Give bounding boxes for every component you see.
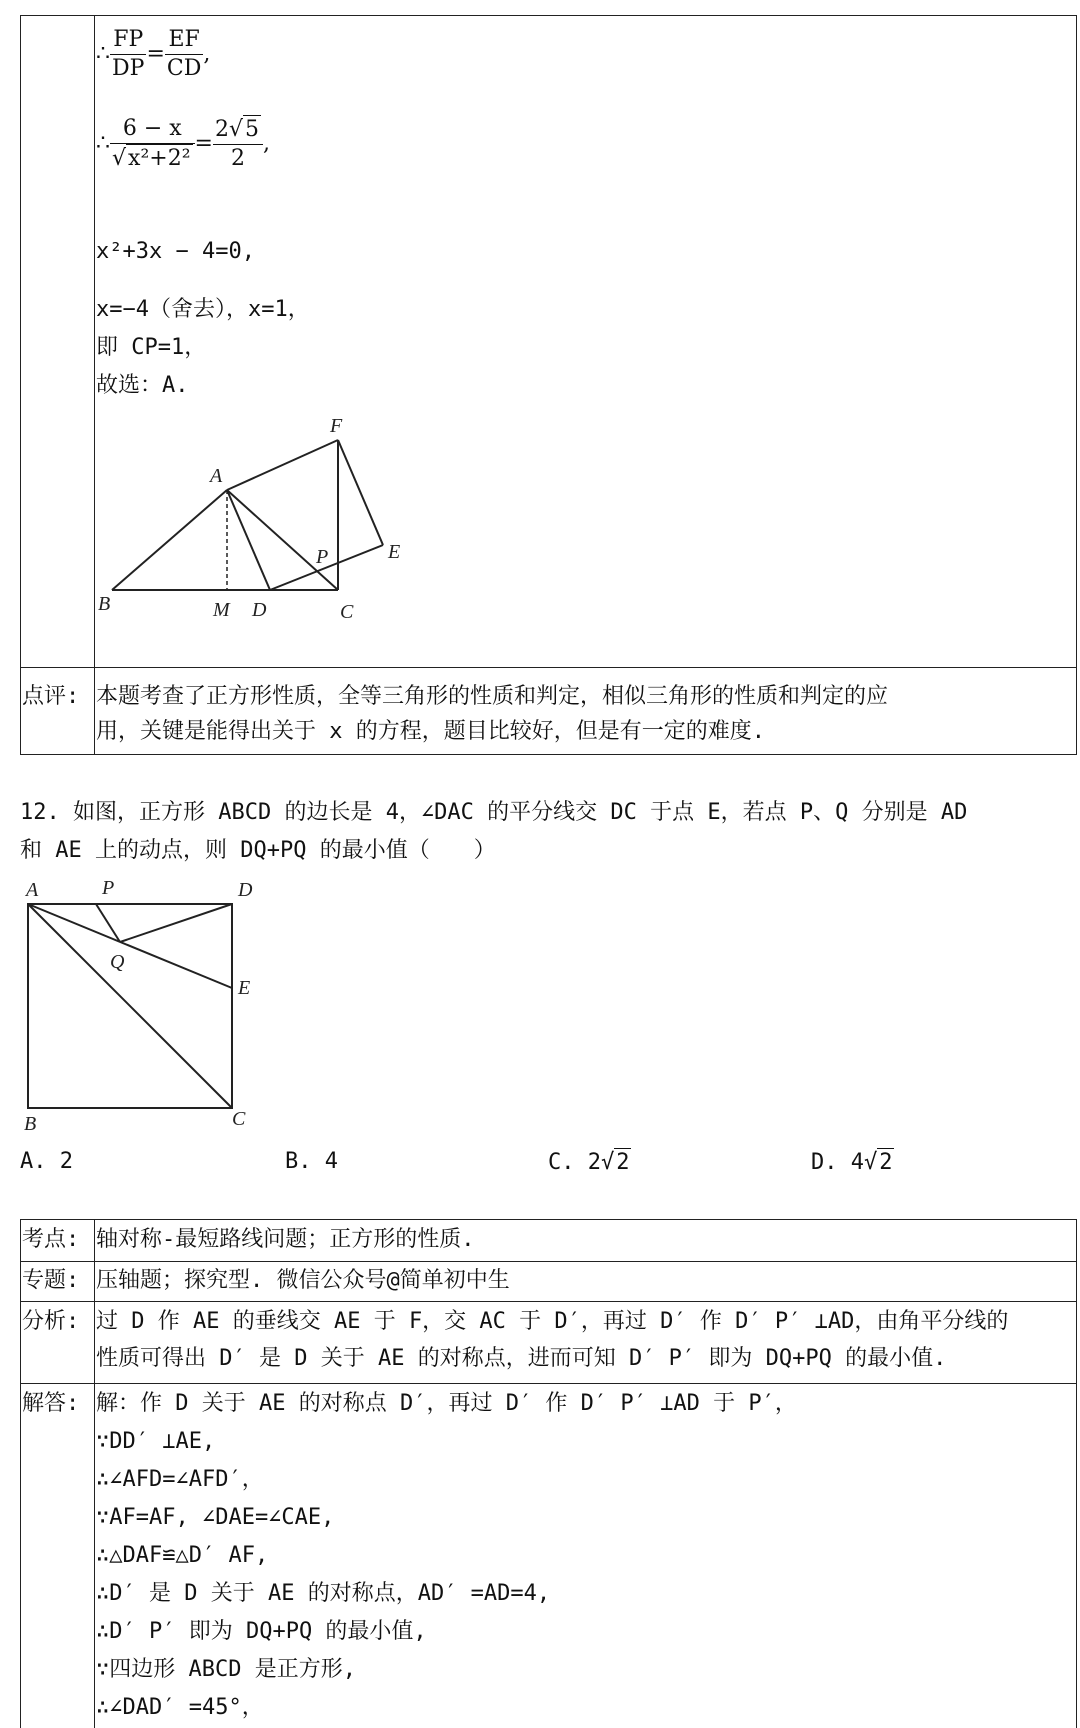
solution-line-3: x²+3x − 4=0, — [96, 239, 255, 264]
jieda-line-8: ∵四边形 ABCD 是正方形, — [96, 1657, 356, 1682]
kaodian-text: 轴对称-最短路线问题；正方形的性质. — [96, 1227, 475, 1252]
figure-square-abcd — [10, 872, 270, 1134]
jieda-line-4: ∵AF=AF, ∠DAE=∠CAE, — [96, 1505, 335, 1530]
fenxi-label: 分析: — [22, 1309, 80, 1334]
option-c: C. 2√2 — [548, 1150, 630, 1175]
fig2-label-c: C — [232, 1108, 246, 1130]
fig2-label-e: E — [238, 977, 251, 999]
review-label: 点评: — [22, 684, 80, 709]
jieda-line-3: ∴∠AFD=∠AFD′， — [96, 1467, 264, 1492]
option-d: D. 4√2 — [811, 1150, 893, 1175]
option-a: A. 2 — [20, 1149, 73, 1174]
fig1-label-d: D — [252, 599, 267, 621]
review-text-line1: 本题考查了正方形性质，全等三角形的性质和判定，相似三角形的性质和判定的应 — [96, 684, 889, 709]
fig1-label-e: E — [388, 541, 401, 563]
fig1-label-m: M — [213, 599, 230, 621]
solution-line-6: 故选：A. — [96, 373, 189, 398]
fig2-label-b: B — [24, 1113, 37, 1134]
figure-square-triangle — [90, 410, 420, 625]
fig1-label-c: C — [340, 601, 354, 623]
solution-line-5: 即 CP=1， — [96, 335, 207, 360]
jieda-line-6: ∴D′ 是 D 关于 AE 的对称点，AD′ =AD=4, — [96, 1581, 551, 1606]
zhuanti-text: 压轴题；探究型. 微信公众号@简单初中生 — [96, 1268, 510, 1293]
fig1-label-f: F — [330, 415, 343, 437]
fig1-label-b: B — [98, 593, 111, 615]
question12-line2: 和 AE 上的动点，则 DQ+PQ 的最小值（ ） — [20, 838, 496, 863]
jieda-line-5: ∴△DAF≌△D′ AF, — [96, 1543, 269, 1568]
jieda-line-9: ∴∠DAD′ =45°， — [96, 1695, 264, 1720]
review-text-line2: 用，关键是能得出关于 x 的方程，题目比较好，但是有一定的难度. — [96, 719, 765, 744]
question12-line1: 12. 如图，正方形 ABCD 的边长是 4，∠DAC 的平分线交 DC 于点 E，若点 P、Q 分别是 AD — [20, 800, 968, 825]
fig2-label-p: P — [102, 877, 115, 899]
jieda-label: 解答: — [22, 1391, 80, 1416]
fig1-label-p: P — [316, 546, 329, 568]
fenxi-line2: 性质可得出 D′ 是 D 关于 AE 的对称点，进而可知 D′ P′ 即为 DQ+PQ 的最小值. — [96, 1346, 947, 1371]
fig2-label-q: Q — [110, 951, 125, 973]
jieda-line-1: 解：作 D 关于 AE 的对称点 D′，再过 D′ 作 D′ P′ ⊥AD 于 P′， — [96, 1391, 797, 1416]
fig2-label-d: D — [238, 879, 253, 901]
option-b: B. 4 — [285, 1149, 338, 1174]
fig2-label-a: A — [26, 879, 39, 901]
kaodian-label: 考点: — [22, 1227, 80, 1252]
fig1-label-a: A — [210, 465, 223, 487]
zhuanti-label: 专题: — [22, 1268, 80, 1293]
jieda-line-7: ∴D′ P′ 即为 DQ+PQ 的最小值, — [96, 1619, 427, 1644]
solution-line-fraction-2: ∴ $\frac{6 - x}{\text{√x²+2²}}$ = $\frac{2√5}{2}$ , — [96, 116, 270, 171]
jieda-line-2: ∵DD′ ⊥AE, — [96, 1429, 216, 1454]
solution-line-4: x=−4（舍去），x=1， — [96, 297, 310, 322]
fenxi-line1: 过 D 作 AE 的垂线交 AE 于 F，交 AC 于 D′，再过 D′ 作 D′ P′ ⊥AD，由角平分线的 — [96, 1309, 1009, 1334]
solution-line-fraction-1: ∴ $\frac{FP}{DP}$ = $\frac{EF}{CD}$ , — [96, 27, 211, 81]
